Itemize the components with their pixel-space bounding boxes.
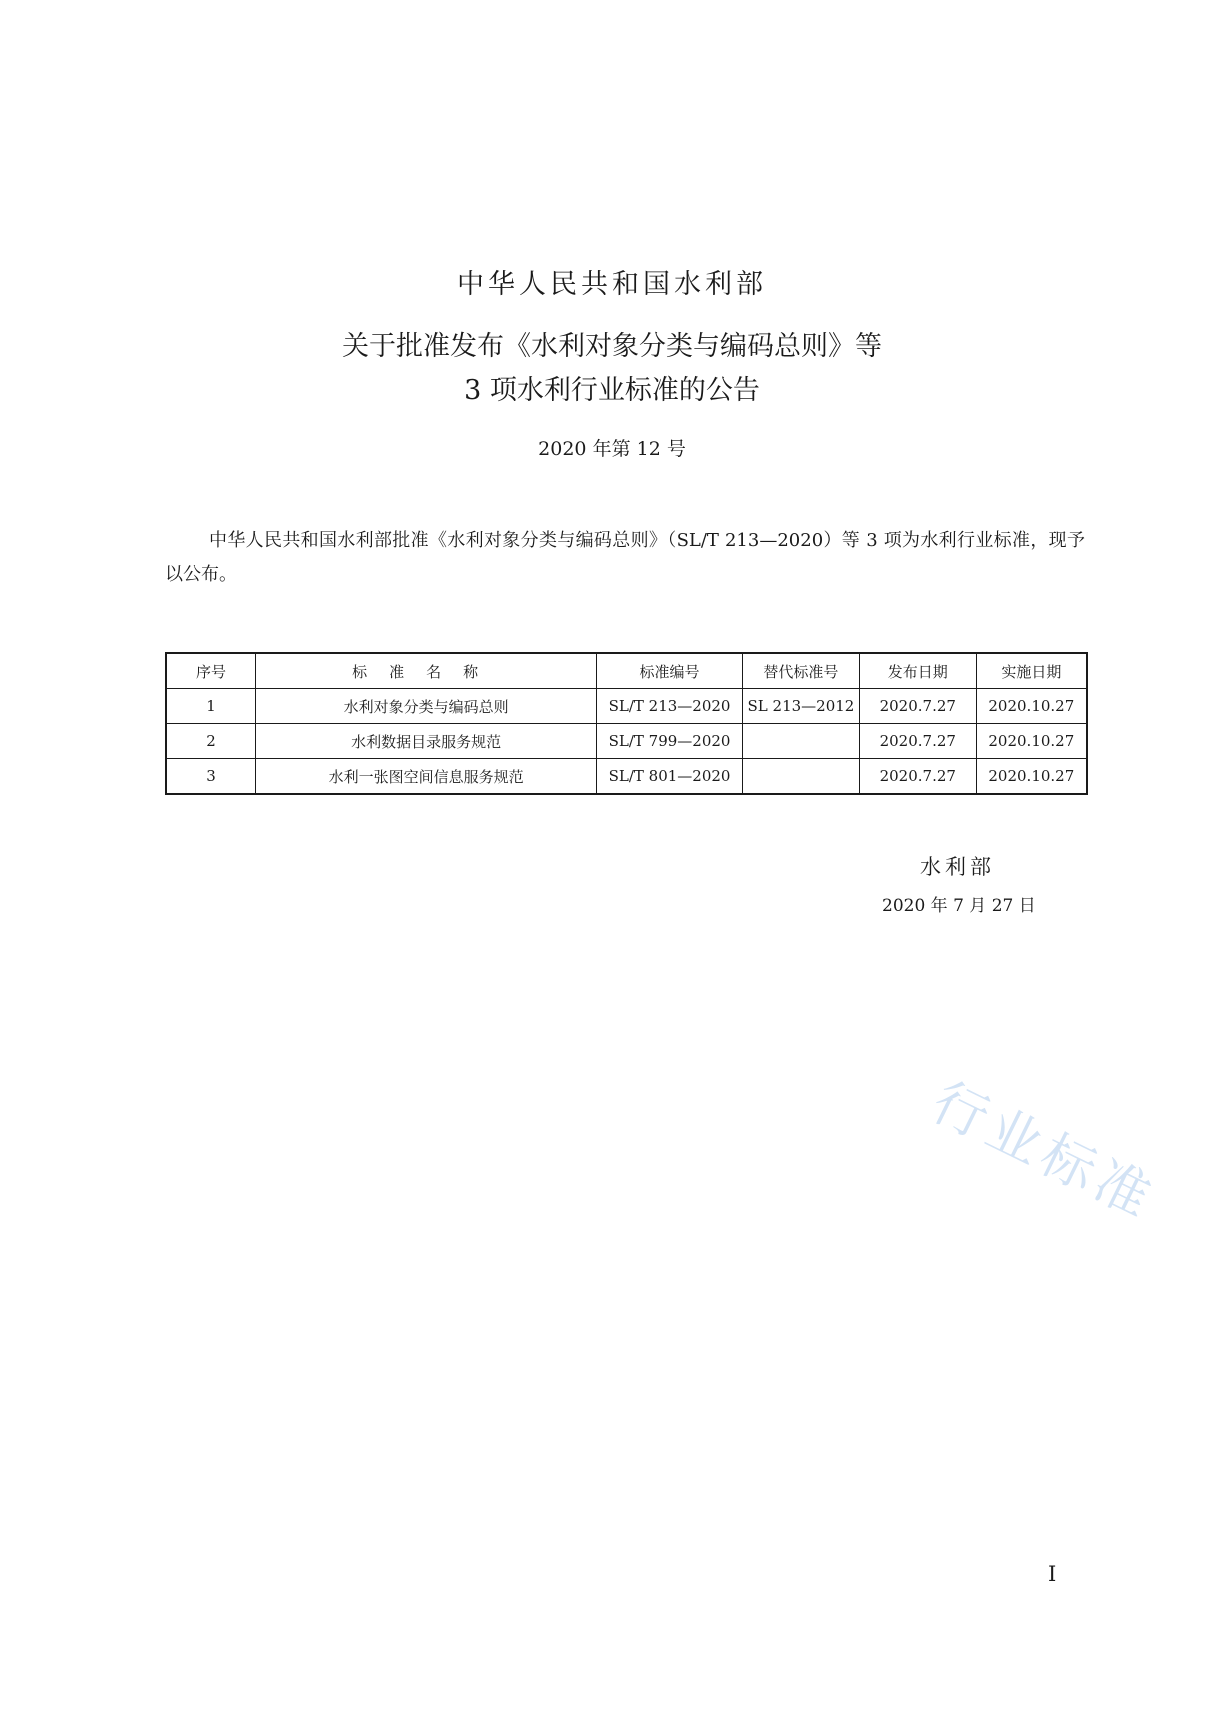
cell-replaced (742, 759, 859, 795)
header-publish-date: 发布日期 (859, 653, 976, 689)
page-number: Ⅰ (1048, 1562, 1057, 1586)
signature-org: 水利部 (920, 855, 995, 879)
cell-name: 水利一张图空间信息服务规范 (256, 759, 597, 795)
cell-replaced (742, 724, 859, 759)
signature-date: 2020 年 7 月 27 日 (882, 896, 1036, 916)
announcement-title (0, 325, 1224, 413)
announcement-body: 中华人民共和国水利部批准《水利对象分类与编码总则》（SL/T 213—2020）等 3 项为水利行业标准，现予以公布。 (165, 530, 1085, 585)
watermark: 行业标准 (922, 1069, 1166, 1232)
cell-name: 水利对象分类与编码总则 (256, 689, 597, 724)
cell-publish-date: 2020.7.27 (859, 689, 976, 724)
issuer-heading: 中华人民共和国水利部 (457, 269, 767, 300)
cell-publish-date: 2020.7.27 (859, 724, 976, 759)
title-line-1: 关于批准发布《水利对象分类与编码总则》等 (342, 331, 882, 362)
cell-name: 水利数据目录服务规范 (256, 724, 597, 759)
cell-effective-date: 2020.10.27 (976, 759, 1087, 795)
table-header-row (166, 653, 1087, 689)
cell-code: SL/T 799—2020 (597, 724, 743, 759)
title-line-2: 3 项水利行业标准的公告 (464, 375, 760, 406)
cell-seq: 2 (166, 724, 256, 759)
cell-code: SL/T 801—2020 (597, 759, 743, 795)
cell-replaced: SL 213—2012 (742, 689, 859, 724)
header-replaced: 替代标准号 (742, 653, 859, 689)
header-code: 标准编号 (597, 653, 743, 689)
announcement-number: 2020 年第 12 号 (538, 438, 686, 460)
cell-effective-date: 2020.10.27 (976, 689, 1087, 724)
header-name: 标准名称 (256, 653, 597, 689)
table-row (166, 724, 1087, 759)
table-row (166, 759, 1087, 795)
header-effective-date: 实施日期 (976, 653, 1087, 689)
cell-code: SL/T 213—2020 (597, 689, 743, 724)
standards-table (165, 652, 1088, 795)
cell-publish-date: 2020.7.27 (859, 759, 976, 795)
table-row (166, 689, 1087, 724)
cell-seq: 1 (166, 689, 256, 724)
header-seq: 序号 (166, 653, 256, 689)
cell-effective-date: 2020.10.27 (976, 724, 1087, 759)
cell-seq: 3 (166, 759, 256, 795)
